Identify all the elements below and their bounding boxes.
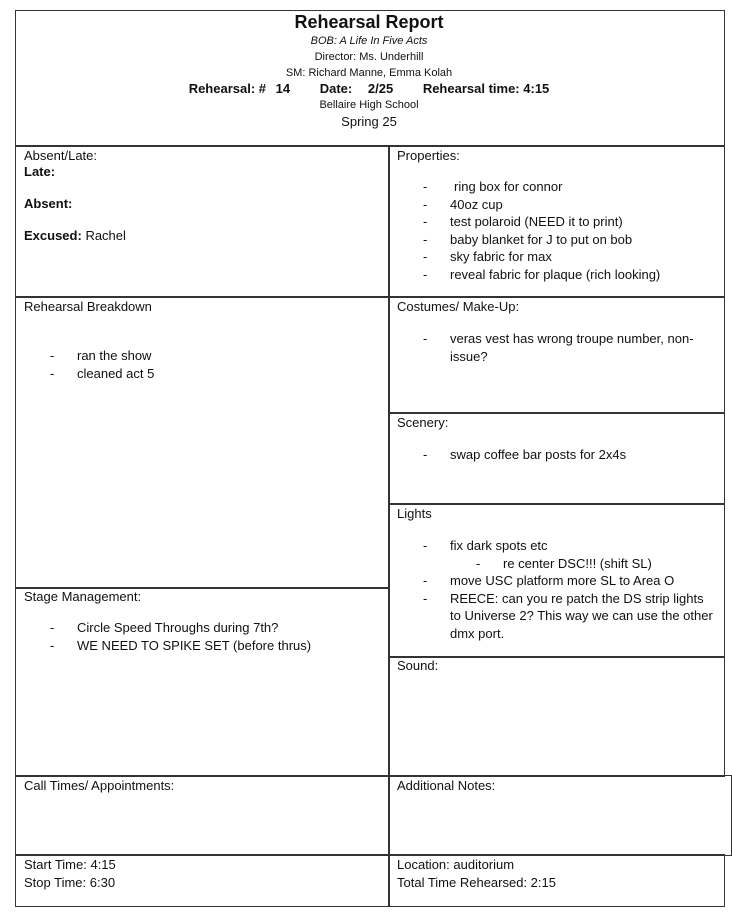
list-item: - baby blanket for J to put on bob bbox=[423, 231, 633, 247]
sound-heading: Sound: bbox=[397, 658, 439, 673]
list-item: - swap coffee bar posts for 2x4s bbox=[423, 447, 627, 462]
absent-late-box bbox=[15, 145, 390, 298]
list-item: - ring box for connor bbox=[423, 179, 563, 194]
additional-notes-heading: Additional Notes: bbox=[397, 778, 496, 793]
list-item: - test polaroid (NEED it to print) bbox=[423, 214, 623, 229]
report-title: Rehearsal Report bbox=[294, 12, 444, 32]
absent-late-heading: Absent/Late: bbox=[24, 148, 97, 163]
rehearsal-number: 14 bbox=[275, 81, 291, 96]
sound-box bbox=[388, 656, 725, 777]
time-value: 4:15 bbox=[523, 81, 550, 96]
list-item: - 40oz cup bbox=[423, 196, 503, 212]
total-time-rehearsed: Total Time Rehearsed: 2:15 bbox=[397, 875, 556, 890]
costumes-heading: Costumes/ Make-Up: bbox=[397, 299, 520, 314]
excused-line bbox=[24, 228, 126, 244]
time-label: Rehearsal time: bbox=[422, 81, 520, 96]
start-time: Start Time: 4:15 bbox=[24, 857, 116, 872]
rehearsal-breakdown-heading: Rehearsal Breakdown bbox=[24, 299, 152, 314]
list-item: - WE NEED TO SPIKE SET (before thrus) bbox=[50, 637, 312, 653]
scenery-heading: Scenery: bbox=[397, 415, 449, 430]
location: Location: auditorium bbox=[397, 857, 515, 872]
properties-list bbox=[423, 178, 718, 283]
stage-management-box bbox=[15, 587, 390, 777]
rehearsal-info-line bbox=[15, 81, 723, 97]
call-times-heading: Call Times/ Appointments: bbox=[24, 778, 175, 793]
list-item: - fix dark spots etc bbox=[423, 538, 548, 553]
stage-management-heading: Stage Management: bbox=[24, 589, 142, 604]
rehearsal-breakdown-box bbox=[15, 296, 390, 589]
director-line: Director: Ms. Underhill bbox=[314, 51, 424, 63]
rehearsal-breakdown-list bbox=[50, 347, 370, 382]
properties-heading: Properties: bbox=[397, 148, 460, 163]
scenery-list bbox=[423, 446, 718, 464]
list-item: - reveal fabric for plaque (rich looking) bbox=[423, 266, 661, 282]
date-label: Date: bbox=[319, 81, 353, 96]
list-item: - ran the show bbox=[50, 348, 152, 363]
rehearsal-label: Rehearsal: # bbox=[188, 81, 267, 96]
sm-line: SM: Richard Manne, Emma Kolah bbox=[285, 67, 453, 79]
list-item: - REECE: can you re patch the DS strip lights to Universe 2? This way we can use the other dmx port. bbox=[423, 590, 713, 641]
lights-heading: Lights bbox=[397, 506, 432, 521]
list-item: - Circle Speed Throughs during 7th? bbox=[50, 620, 279, 635]
costumes-list bbox=[423, 330, 703, 365]
stop-time: Stop Time: 6:30 bbox=[24, 875, 116, 890]
excused-label: Excused: bbox=[24, 228, 82, 243]
show-title: BOB: A Life In Five Acts bbox=[310, 35, 428, 47]
list-item: - veras vest has wrong troupe number, non-issue? bbox=[423, 331, 694, 364]
list-item: - cleaned act 5 bbox=[50, 365, 155, 381]
list-item: - move USC platform more SL to Area O bbox=[423, 573, 675, 588]
school-line: Bellaire High School bbox=[319, 99, 419, 111]
list-item: - sky fabric for max bbox=[423, 249, 552, 264]
late-label: Late: bbox=[24, 164, 56, 179]
list-item: - re center DSC!!! (shift SL) bbox=[476, 555, 652, 571]
excused-value: Rachel bbox=[85, 228, 126, 243]
absent-label: Absent: bbox=[24, 196, 73, 211]
stage-management-list bbox=[50, 619, 380, 654]
lights-list bbox=[423, 537, 718, 642]
date-value: 2/25 bbox=[367, 81, 394, 96]
term-line: Spring 25 bbox=[341, 114, 397, 129]
